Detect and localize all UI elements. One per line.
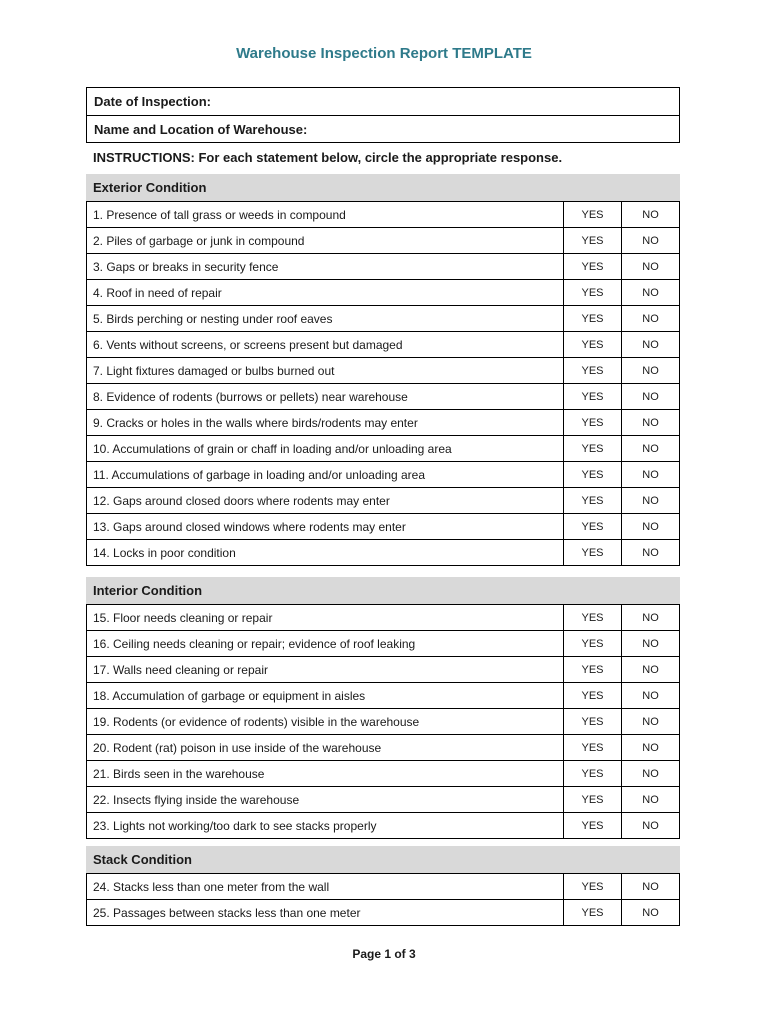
question-text: 19. Rodents (or evidence of rodents) visible in the warehouse (87, 709, 564, 735)
question-text: 2. Piles of garbage or junk in compound (87, 228, 564, 254)
no-option[interactable]: NO (622, 358, 680, 384)
section-header-exterior: Exterior Condition (86, 174, 680, 201)
no-option[interactable]: NO (622, 228, 680, 254)
report-title: Warehouse Inspection Report TEMPLATE (236, 45, 532, 62)
no-option[interactable]: NO (622, 657, 680, 683)
no-option[interactable]: NO (622, 202, 680, 228)
question-text: 25. Passages between stacks less than one meter (87, 900, 564, 926)
question-text: 10. Accumulations of grain or chaff in loading and/or unloading area (87, 436, 564, 462)
question-text: 17. Walls need cleaning or repair (87, 657, 564, 683)
yes-option[interactable]: YES (564, 787, 622, 813)
question-row (87, 358, 680, 384)
question-text: 4. Roof in need of repair (87, 280, 564, 306)
no-option[interactable]: NO (622, 514, 680, 540)
question-text: 1. Presence of tall grass or weeds in compound (87, 202, 564, 228)
warehouse-name-location-field[interactable]: Name and Location of Warehouse: (87, 115, 679, 142)
yes-option[interactable]: YES (564, 436, 622, 462)
no-option[interactable]: NO (622, 631, 680, 657)
question-text: 11. Accumulations of garbage in loading and/or unloading area (87, 462, 564, 488)
question-row (87, 900, 680, 926)
yes-option[interactable]: YES (564, 202, 622, 228)
question-text: 14. Locks in poor condition (87, 540, 564, 566)
yes-option[interactable]: YES (564, 514, 622, 540)
yes-option[interactable]: YES (564, 358, 622, 384)
exterior-questions-table (86, 201, 680, 566)
question-row (87, 254, 680, 280)
yes-option[interactable]: YES (564, 605, 622, 631)
question-row (87, 735, 680, 761)
instructions-text: INSTRUCTIONS: For each statement below, circle the appropriate response. (93, 150, 563, 165)
no-option[interactable]: NO (622, 683, 680, 709)
question-row (87, 488, 680, 514)
question-row (87, 631, 680, 657)
question-text: 13. Gaps around closed windows where rodents may enter (87, 514, 564, 540)
yes-option[interactable]: YES (564, 384, 622, 410)
yes-option[interactable]: YES (564, 306, 622, 332)
question-row (87, 874, 680, 900)
section-header-stack: Stack Condition (86, 846, 680, 873)
question-row (87, 787, 680, 813)
yes-option[interactable]: YES (564, 874, 622, 900)
question-row (87, 709, 680, 735)
no-option[interactable]: NO (622, 462, 680, 488)
yes-option[interactable]: YES (564, 657, 622, 683)
no-option[interactable]: NO (622, 874, 680, 900)
question-row (87, 410, 680, 436)
yes-option[interactable]: YES (564, 631, 622, 657)
no-option[interactable]: NO (622, 254, 680, 280)
page-number: Page 1 of 3 (352, 947, 416, 961)
no-option[interactable]: NO (622, 280, 680, 306)
question-text: 21. Birds seen in the warehouse (87, 761, 564, 787)
yes-option[interactable]: YES (564, 709, 622, 735)
question-text: 16. Ceiling needs cleaning or repair; evidence of roof leaking (87, 631, 564, 657)
interior-questions-table (86, 604, 680, 839)
question-row (87, 280, 680, 306)
no-option[interactable]: NO (622, 761, 680, 787)
no-option[interactable]: NO (622, 540, 680, 566)
no-option[interactable]: NO (622, 605, 680, 631)
yes-option[interactable]: YES (564, 228, 622, 254)
question-row (87, 228, 680, 254)
question-row (87, 605, 680, 631)
question-text: 24. Stacks less than one meter from the wall (87, 874, 564, 900)
date-of-inspection-field[interactable]: Date of Inspection: (94, 94, 212, 109)
question-text: 12. Gaps around closed doors where rodents may enter (87, 488, 564, 514)
yes-option[interactable]: YES (564, 900, 622, 926)
section-header-interior: Interior Condition (86, 577, 680, 604)
question-text: 7. Light fixtures damaged or bulbs burned out (87, 358, 564, 384)
question-text: 18. Accumulation of garbage or equipment in aisles (87, 683, 564, 709)
question-row (87, 657, 680, 683)
question-row (87, 384, 680, 410)
question-row (87, 462, 680, 488)
no-option[interactable]: NO (622, 735, 680, 761)
question-text: 6. Vents without screens, or screens present but damaged (87, 332, 564, 358)
yes-option[interactable]: YES (564, 462, 622, 488)
question-text: 20. Rodent (rat) poison in use inside of the warehouse (87, 735, 564, 761)
yes-option[interactable]: YES (564, 735, 622, 761)
no-option[interactable]: NO (622, 384, 680, 410)
yes-option[interactable]: YES (564, 280, 622, 306)
question-row (87, 514, 680, 540)
question-text: 8. Evidence of rodents (burrows or pellets) near warehouse (87, 384, 564, 410)
yes-option[interactable]: YES (564, 488, 622, 514)
question-row (87, 436, 680, 462)
header-info-table (86, 87, 680, 143)
yes-option[interactable]: YES (564, 540, 622, 566)
question-text: 23. Lights not working/too dark to see stacks properly (87, 813, 564, 839)
yes-option[interactable]: YES (564, 813, 622, 839)
no-option[interactable]: NO (622, 787, 680, 813)
question-row (87, 683, 680, 709)
no-option[interactable]: NO (622, 488, 680, 514)
no-option[interactable]: NO (622, 813, 680, 839)
no-option[interactable]: NO (622, 709, 680, 735)
question-text: 22. Insects flying inside the warehouse (87, 787, 564, 813)
question-row (87, 540, 680, 566)
question-row (87, 813, 680, 839)
question-text: 9. Cracks or holes in the walls where birds/rodents may enter (87, 410, 564, 436)
yes-option[interactable]: YES (564, 761, 622, 787)
question-row (87, 761, 680, 787)
question-row (87, 202, 680, 228)
yes-option[interactable]: YES (564, 332, 622, 358)
yes-option[interactable]: YES (564, 254, 622, 280)
question-row (87, 332, 680, 358)
yes-option[interactable]: YES (564, 683, 622, 709)
yes-option[interactable]: YES (564, 410, 622, 436)
no-option[interactable]: NO (622, 306, 680, 332)
question-text: 3. Gaps or breaks in security fence (87, 254, 564, 280)
no-option[interactable]: NO (622, 436, 680, 462)
question-text: 5. Birds perching or nesting under roof eaves (87, 306, 564, 332)
question-row (87, 306, 680, 332)
stack-questions-table (86, 873, 680, 926)
no-option[interactable]: NO (622, 332, 680, 358)
no-option[interactable]: NO (622, 410, 680, 436)
question-text: 15. Floor needs cleaning or repair (87, 605, 564, 631)
no-option[interactable]: NO (622, 900, 680, 926)
